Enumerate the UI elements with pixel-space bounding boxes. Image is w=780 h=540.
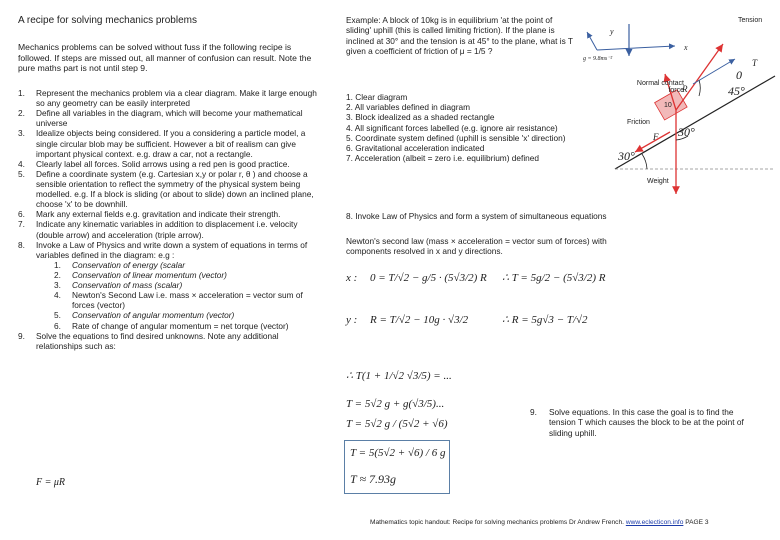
example-problem: Example: A block of 10kg is in equilibrium 'at the point of sliding' uphill (this is called limiting friction). If the plane is inclined at 30° and the tension is at 45° to the plane, what is T given a coefficient of friction of μ = 1/5 ? <box>346 15 573 57</box>
example-step-9: 9. Solve equations. In this case the goal is to find the tension T which causes the block to be at the point of sliding uphill. <box>530 407 744 438</box>
page-title: A recipe for solving mechanics problems <box>18 15 197 26</box>
recipe-step: 5. Define a coordinate system (e.g. Cartesian x,y or polar r, θ ) and choose a sensible orientation to reflect the symmetry of the physical system being modelled. e.g. If a block is sliding (or about to slide) down an inclined plane, choose 'x' to be downhill. <box>18 168 314 210</box>
angle-30-base-label: 30° <box>618 149 635 163</box>
website-link[interactable]: www.eclecticon.info <box>625 519 684 526</box>
angle-30-weight-label: 30° <box>678 125 695 139</box>
equation-simplified: T = 5√2 g + g(√3/5)... <box>346 398 445 410</box>
recipe-step: 6. Mark any external fields e.g. gravitation and indicate their strength. <box>18 209 281 220</box>
example-steps-list <box>346 92 596 163</box>
example-step: 6. Gravitational acceleration indicated <box>346 143 485 154</box>
angle-arc-45 <box>699 80 700 96</box>
recipe-step: 4. Clearly label all forces. Solid arrows using a red pen is good practice. <box>18 158 290 169</box>
y-equation: R = T/√2 − 10g · √3/2 <box>370 314 469 326</box>
example-step: 5. Coordinate system defined (uphill is sensible 'x' direction) <box>346 132 566 143</box>
angle-arc-30-base <box>642 154 647 169</box>
example-step: 1. Clear diagram <box>346 92 408 102</box>
recipe-step: 7. Indicate any kinematic variables in addition to displacement i.e. velocity (double arrow) and acceleration (triple arrow). <box>18 219 298 240</box>
y-component-label: y : <box>346 314 358 326</box>
zero-acceleration-label: 0 <box>736 68 742 82</box>
recipe-step: 8. Invoke a Law of Physics and write down a system of equations in terms of variables defined in the diagram: e.g : 1. Conservation of energy (scalar 2. Conservation of linear momentum (vector) 3. Conservation of mass (scalar) 4. Newton's Second Law i.e. mass × acceleration = vector sum of forces (vector) 5. Conservation of angular momentum (vector) 6. Rate of change of angular momentum = net torque (vector) <box>18 240 318 331</box>
friction-formula: F = μR <box>36 477 65 488</box>
physics-law-item: 5. Conservation of angular momentum (vector) <box>54 310 235 321</box>
recipe-steps-list <box>18 88 318 351</box>
equation-combined: ∴ T(1 + 1/√2 √3/5) = ... <box>346 370 452 382</box>
x-result: ∴ T = 5g/2 − (5√3/2) R <box>502 272 606 284</box>
normal-force-label: Normal contact force <box>636 80 684 94</box>
R-symbol: R <box>682 84 688 94</box>
tension-arrow <box>676 44 723 110</box>
example-step: 2. All variables defined in diagram <box>346 102 471 113</box>
g-label: g = 9.8ms⁻² <box>583 56 613 62</box>
y-axis-arrow <box>587 32 597 50</box>
x-component-label: x : <box>346 272 358 284</box>
x-equation: 0 = T/√2 − g/5 · (5√3/2) R <box>370 272 487 284</box>
recipe-step: 3. Idealize objects being considered. If you a considering a particle model, a single circular blob may be sufficient. However a bit of realism can give important physical context. e.g. draw a car, not a rectangle. <box>18 128 306 159</box>
equation-rationalise: T = 5√2 g / (5√2 + √6) <box>346 418 448 430</box>
answer-exact: T = 5(5√2 + √6) / 6 g <box>350 447 446 459</box>
intro-paragraph: Mechanics problems can be solved without fuss if the following recipe is followed. If steps are missed out, all manner of confusion can result. Note the pure maths part is not until step 9. <box>18 42 312 74</box>
physics-law-item: 4. Newton's Second Law i.e. mass × acceleration = vector sum of forces (vector) <box>54 290 303 311</box>
y-symbol: y <box>610 27 614 36</box>
angle-45-label: 45° <box>728 84 745 98</box>
friction-label: Friction <box>627 119 650 126</box>
F-symbol: F <box>653 132 659 142</box>
recipe-step: 9. Solve the equations to find desired unknowns. Note any additional relationships such as: <box>18 330 279 351</box>
physics-law-item: 6. Rate of change of angular momentum = net torque (vector) <box>54 320 289 331</box>
physics-law-item: 3. Conservation of mass (scalar) <box>54 280 183 291</box>
example-step-8: 8. Invoke Law of Physics and form a system of simultaneous equations <box>346 211 607 221</box>
mass-label: 10 <box>664 102 672 109</box>
example-step: 4. All significant forces labelled (e.g. ignore air resistance) <box>346 122 558 133</box>
weight-label: Weight <box>647 178 669 185</box>
recipe-step: 2. Define all variables in the diagram, which will become your mathematical universe <box>18 108 303 129</box>
x-symbol: x <box>684 43 688 52</box>
physics-law-item: 2. Conservation of linear momentum (vector) <box>54 269 227 280</box>
T-symbol: T <box>752 58 758 68</box>
recipe-step: 1. Represent the mechanics problem via a clear diagram. Make it large enough so any geometry can be easily interpreted <box>18 88 317 109</box>
physics-laws-sublist <box>36 260 318 331</box>
x-axis-arrow <box>597 46 675 50</box>
tension-label: Tension <box>738 17 763 24</box>
physics-law-item: 1. Conservation of energy (scalar <box>54 259 185 270</box>
example-step: 3. Block idealized as a shaded rectangle <box>346 112 495 123</box>
answer-numeric: T ≈ 7.93g <box>350 472 397 486</box>
y-result: ∴ R = 5g√3 − T/√2 <box>502 314 588 326</box>
inclined-plane-diagram <box>575 14 780 209</box>
newton-description: Newton's second law (mass × acceleration = vector sum of forces) with components resolved in x and y directions. <box>346 236 607 257</box>
example-step: 7. Acceleration (albeit = zero i.e. equilibrium) defined <box>346 153 540 164</box>
footer: Mathematics topic handout: Recipe for solving mechanics problems Dr Andrew French. www.eclecticon.info PAGE 3 <box>370 519 709 526</box>
